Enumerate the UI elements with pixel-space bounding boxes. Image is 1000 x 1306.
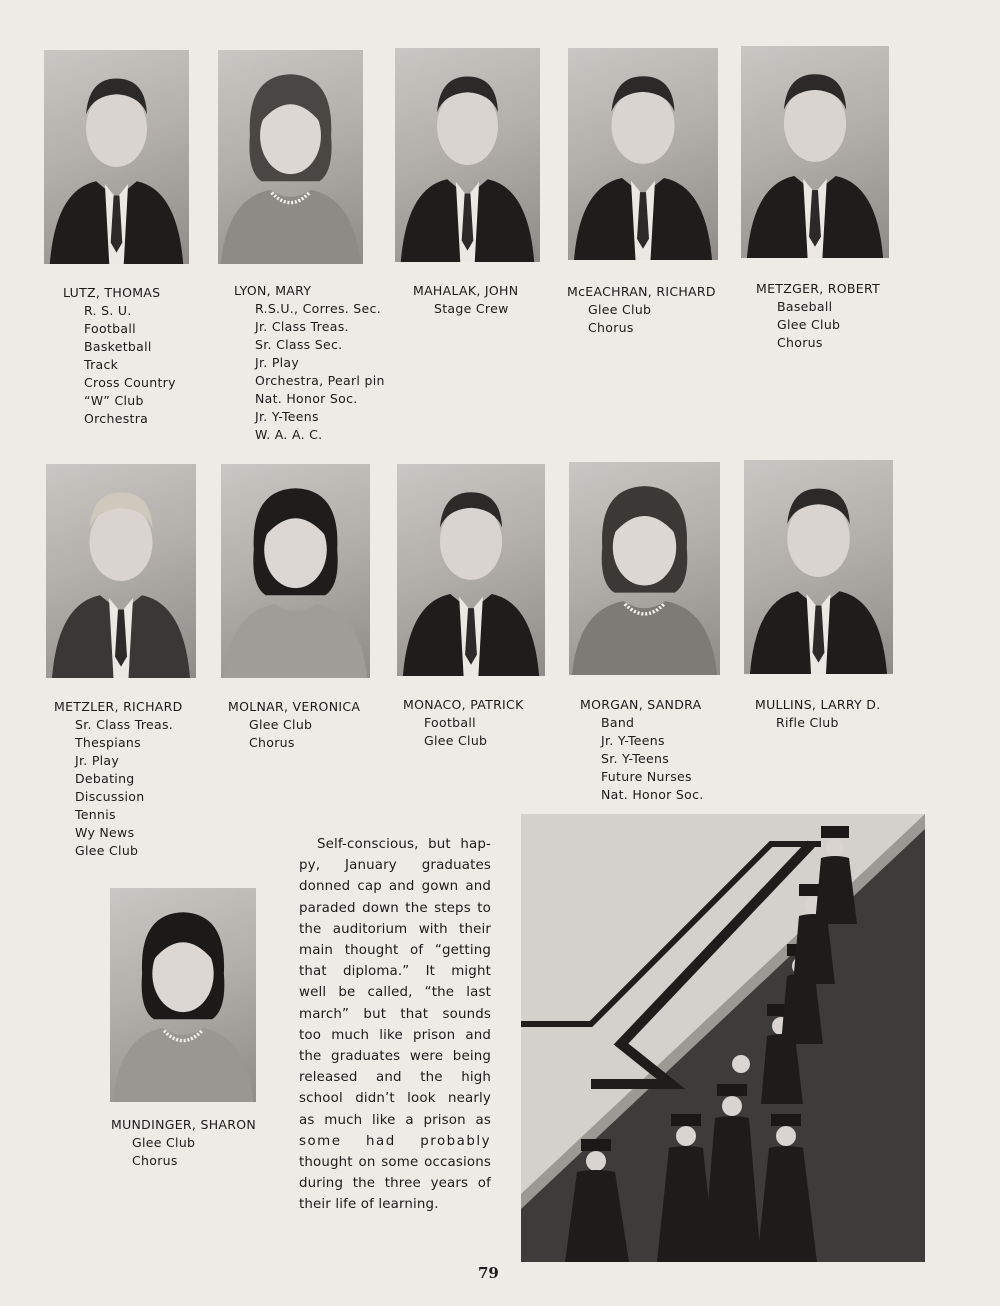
student-name: METZGER, ROBERT	[756, 281, 881, 296]
activity-item: Sr. Y-Teens	[601, 751, 670, 766]
activity-list	[755, 714, 880, 732]
activity-item: W. A. A. C.	[255, 427, 323, 442]
activity-item: Stage Crew	[434, 301, 509, 316]
student-caption	[567, 283, 716, 337]
portrait-photo	[46, 464, 196, 678]
portrait-photo	[218, 50, 363, 264]
activity-list	[756, 298, 880, 352]
activity-item: R.S.U., Corres. Sec.	[255, 301, 381, 316]
portrait-photo	[44, 50, 189, 264]
activity-item: Chorus	[249, 735, 295, 750]
activity-item: Basketball	[84, 339, 152, 354]
activity-item: Chorus	[588, 320, 634, 335]
portrait-girl-image	[569, 462, 720, 675]
activity-list	[228, 716, 360, 752]
activity-item: Thespians	[75, 735, 141, 750]
activity-item: Jr. Play	[75, 753, 120, 768]
student-name: MOLNAR, VERONICA	[228, 699, 361, 714]
activity-list	[234, 300, 385, 444]
activity-item: Debating	[75, 771, 135, 786]
story-line: Self-conscious, but hap-	[317, 837, 491, 852]
activity-item: Sr. Class Sec.	[255, 337, 343, 352]
student-caption	[111, 1116, 256, 1170]
activity-item: Sr. Class Treas.	[75, 717, 174, 732]
story-line: paraded down the steps to	[299, 900, 491, 916]
activity-list	[413, 300, 518, 318]
activity-list	[111, 1134, 256, 1170]
portrait-photo	[397, 464, 545, 676]
activity-item: Glee Club	[777, 317, 841, 332]
activity-item: Glee Club	[249, 717, 313, 732]
student-name: MULLINS, LARRY D.	[755, 697, 881, 712]
activity-list	[580, 714, 704, 804]
story-line: released and the high	[299, 1070, 491, 1086]
student-name: McEACHRAN, RICHARD	[567, 284, 716, 299]
activity-item: R. S. U.	[84, 303, 132, 318]
student-caption	[756, 280, 880, 352]
story-paragraph	[299, 834, 491, 1216]
portrait-photo	[110, 888, 256, 1102]
story-line: during the three years of	[299, 1176, 491, 1192]
page-number: 79	[478, 1264, 499, 1282]
portrait-boy-image	[397, 464, 545, 676]
student-name: MAHALAK, JOHN	[413, 283, 519, 298]
activity-item: Glee Club	[75, 843, 139, 858]
student-name: LYON, MARY	[234, 283, 312, 298]
story-line: some had probably	[299, 1133, 491, 1149]
story-line: the auditorium with their	[299, 921, 491, 937]
story-line: march” but that sounds	[299, 1006, 491, 1022]
story-line: well be called, “the last	[299, 985, 491, 1001]
student-caption	[63, 284, 176, 428]
activity-item: Rifle Club	[776, 715, 839, 730]
activity-item: Band	[601, 715, 635, 730]
portrait-boy-image	[44, 50, 189, 264]
portrait-boy-image	[744, 460, 893, 674]
story-line: that diploma.” It might	[299, 964, 491, 980]
story-line: py, January graduates	[299, 858, 491, 874]
activity-item: Tennis	[75, 807, 116, 822]
activity-list	[54, 716, 183, 860]
activity-item: Jr. Class Treas.	[255, 319, 349, 334]
activity-item: Chorus	[132, 1153, 178, 1168]
student-name: LUTZ, THOMAS	[63, 285, 161, 300]
activity-item: Chorus	[777, 335, 823, 350]
activity-item: Nat. Honor Soc.	[601, 787, 704, 802]
activity-item: Track	[84, 357, 119, 372]
activity-item: Cross Country	[84, 375, 176, 390]
activity-item: Discussion	[75, 789, 145, 804]
student-name: METZLER, RICHARD	[54, 699, 183, 714]
student-caption	[403, 696, 524, 750]
student-caption	[234, 282, 385, 444]
story-line: main thought of “getting	[299, 943, 491, 959]
portrait-girl-image	[218, 50, 363, 264]
portrait-boy-image	[46, 464, 196, 678]
activity-item: Glee Club	[424, 733, 488, 748]
activity-item: Jr. Y-Teens	[255, 409, 319, 424]
activity-list	[403, 714, 524, 750]
activity-item: Football	[84, 321, 136, 336]
story-line: the graduates were being	[299, 1049, 491, 1065]
portrait-photo	[395, 48, 540, 262]
portrait-photo	[569, 462, 720, 675]
portrait-boy-image	[395, 48, 540, 262]
graduates-stairs-photo	[521, 814, 925, 1262]
portrait-boy-image	[568, 48, 718, 260]
story-line: school didn’t look nearly	[299, 1091, 491, 1107]
activity-item: Orchestra, Pearl pin	[255, 373, 385, 388]
student-name: MUNDINGER, SHARON	[111, 1117, 257, 1132]
story-line: as much like a prison as	[299, 1112, 491, 1128]
activity-item: Glee Club	[132, 1135, 196, 1150]
portrait-photo	[221, 464, 370, 678]
activity-item: Jr. Y-Teens	[601, 733, 665, 748]
story-line: too much like prison and	[299, 1027, 491, 1043]
activity-item: Orchestra	[84, 411, 149, 426]
portrait-boy-image	[741, 46, 889, 258]
student-name: MONACO, PATRICK	[403, 697, 524, 712]
activity-item: Baseball	[777, 299, 833, 314]
activity-item: Football	[424, 715, 476, 730]
portrait-photo	[741, 46, 889, 258]
activity-list	[63, 302, 176, 428]
activity-item: “W” Club	[84, 393, 144, 408]
activity-item: Nat. Honor Soc.	[255, 391, 358, 406]
portrait-girl-image	[221, 464, 370, 678]
portrait-photo	[744, 460, 893, 674]
activity-item: Future Nurses	[601, 769, 692, 784]
student-caption	[228, 698, 360, 752]
story-line: their life of learning.	[299, 1197, 439, 1213]
activity-item: Glee Club	[588, 302, 652, 317]
student-caption	[755, 696, 880, 732]
student-caption	[413, 282, 518, 318]
activity-list	[567, 301, 716, 337]
story-line: donned cap and gown and	[299, 879, 491, 895]
portrait-girl-image	[110, 888, 256, 1102]
activity-item: Wy News	[75, 825, 135, 840]
story-line: thought on some occasions	[299, 1155, 491, 1171]
student-caption	[580, 696, 704, 804]
activity-item: Jr. Play	[255, 355, 300, 370]
student-caption	[54, 698, 183, 860]
graduates-descending-stairs-image	[521, 814, 925, 1262]
portrait-photo	[568, 48, 718, 260]
student-name: MORGAN, SANDRA	[580, 697, 702, 712]
